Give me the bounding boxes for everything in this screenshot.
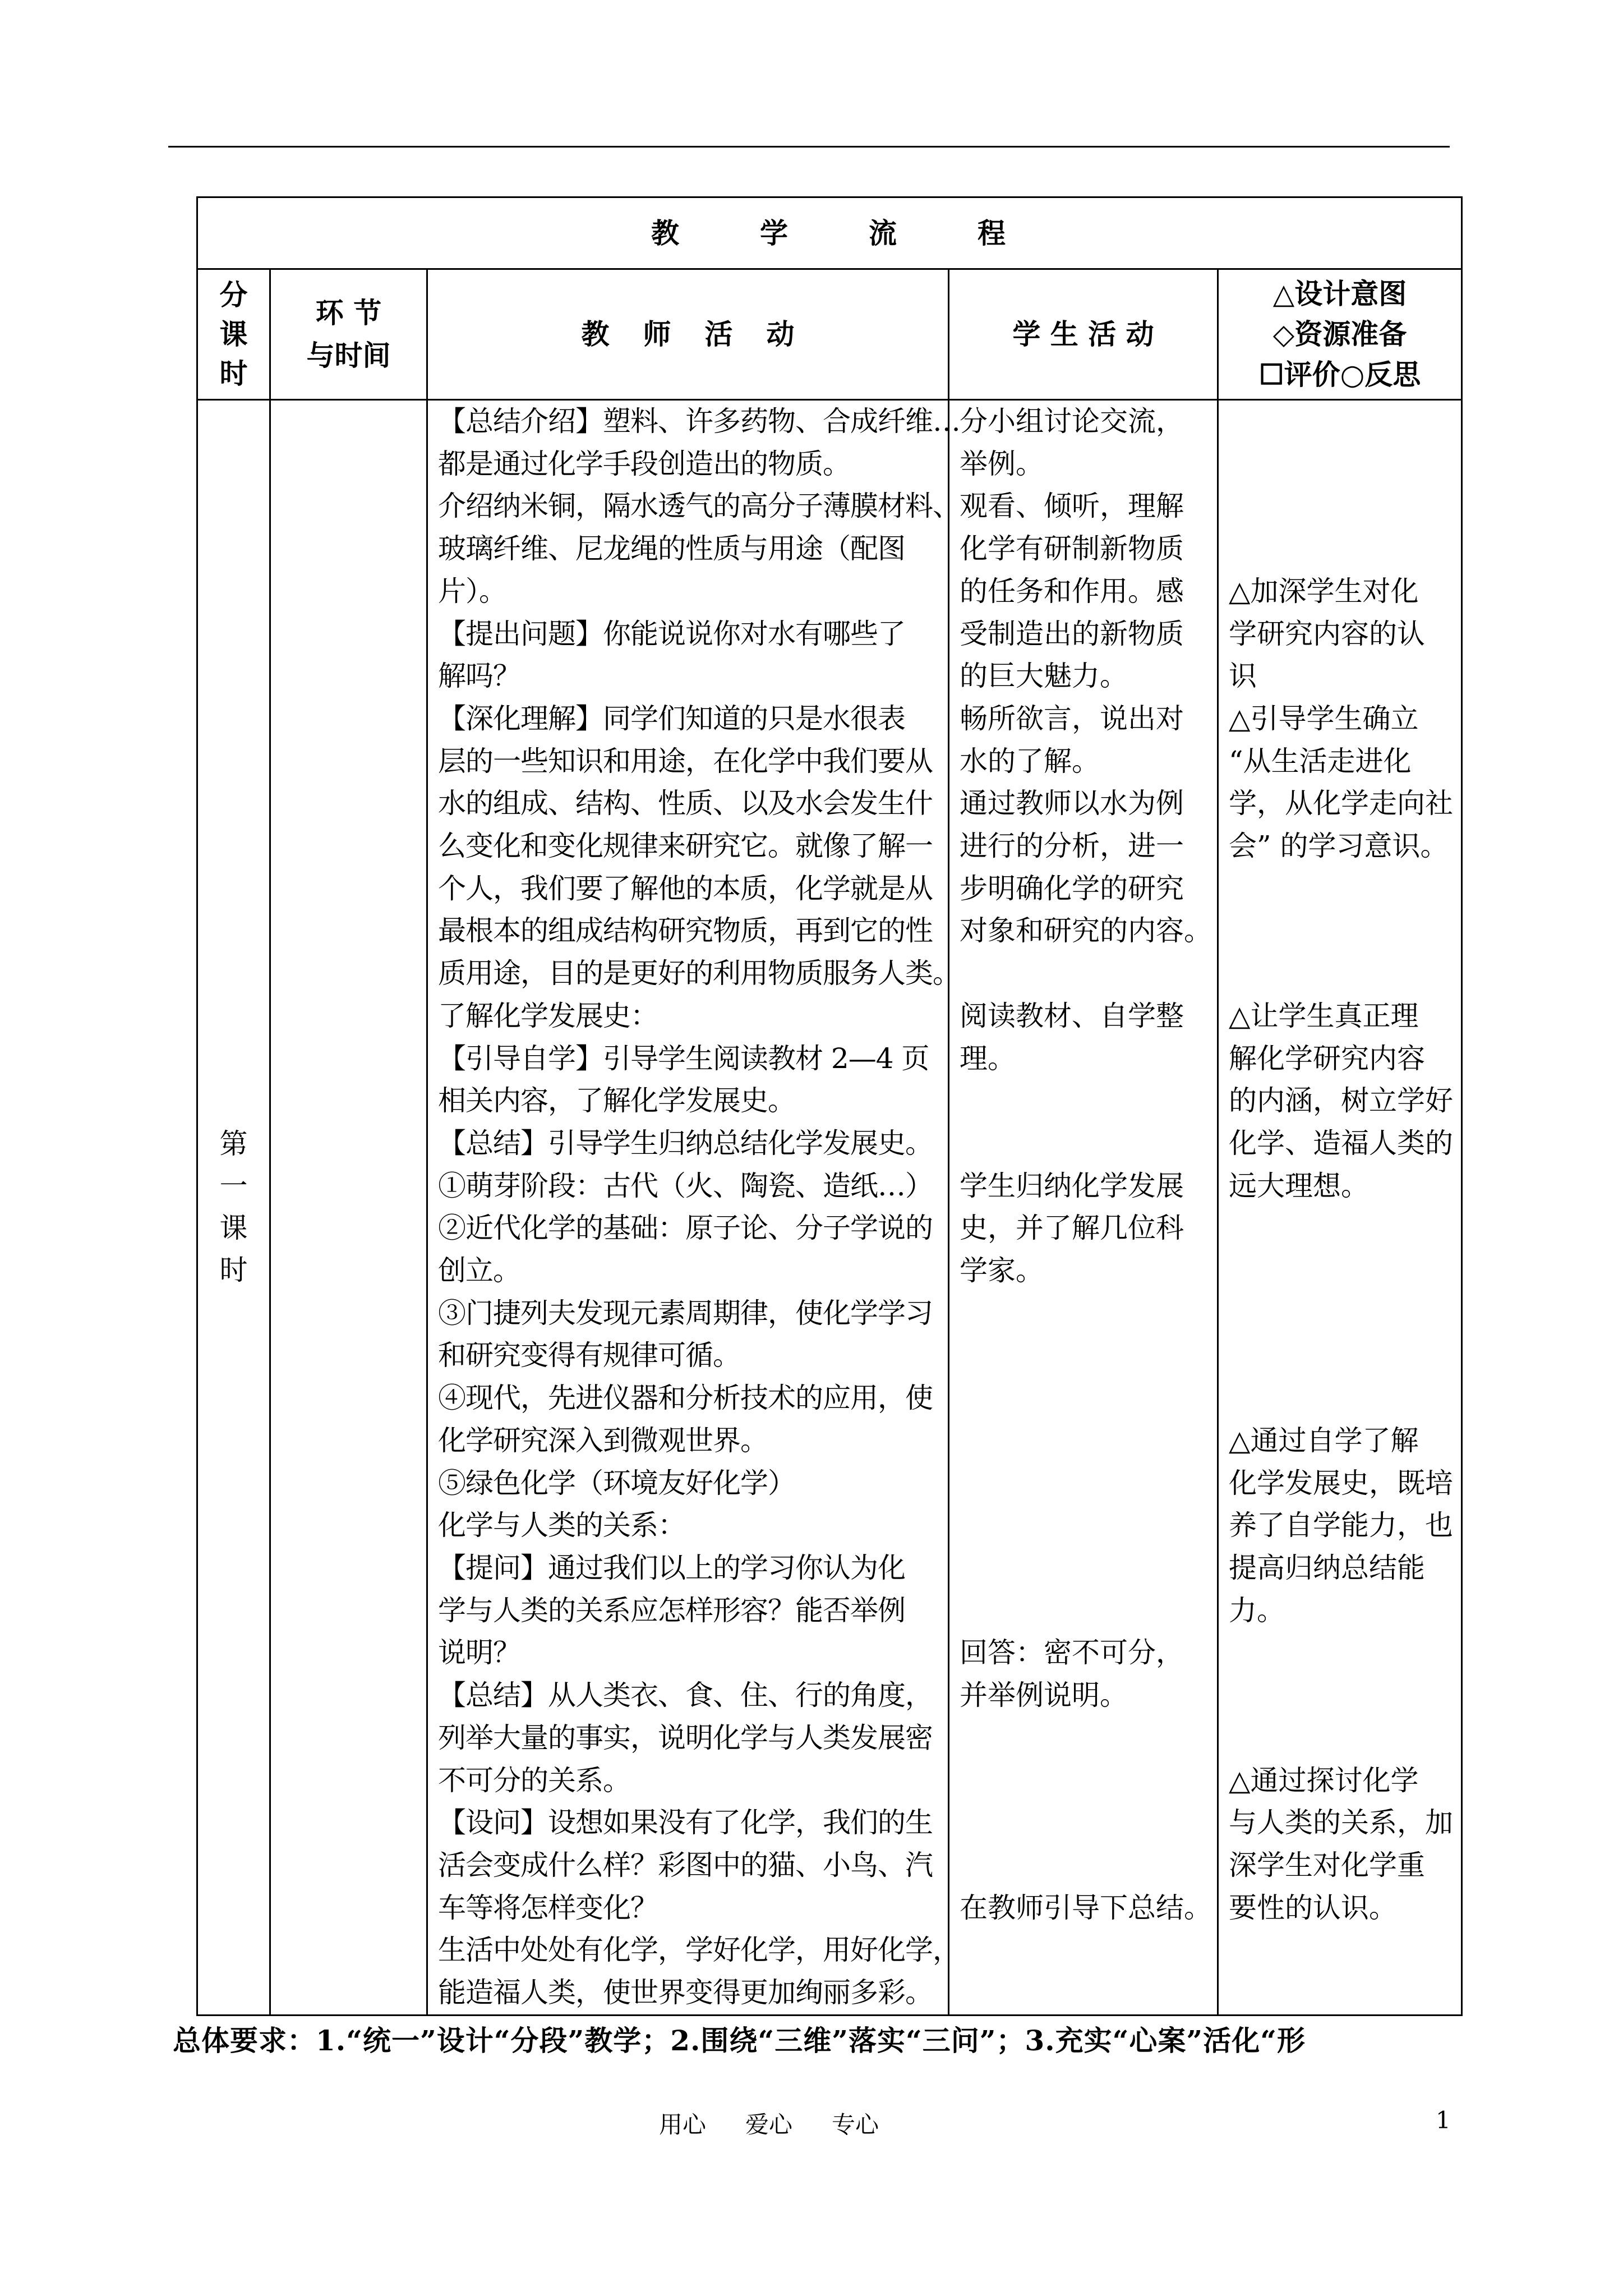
design-intent-line [1229, 953, 1461, 995]
teacher-activity-line: 【总结】从人类衣、食、住、行的角度， [438, 1679, 933, 1712]
table-title [197, 197, 1462, 269]
header-session [197, 269, 270, 400]
header-design-line: ☐评价○反思 [1258, 358, 1421, 391]
teacher-activity-line: 列举大量的事实，说明化学与人类发展密 [438, 1721, 933, 1754]
teacher-activity-line: 【设问】设想如果没有了化学，我们的生 [438, 1806, 933, 1839]
design-intent-line [1229, 1674, 1461, 1717]
teacher-activity-line: 化学研究深入到微观世界。 [438, 1424, 768, 1457]
teacher-activity-line: 层的一些知识和用途，在化学中我们要从 [438, 744, 933, 777]
design-intent-line: △加深学生对化 [1229, 574, 1419, 608]
teacher-activity-line: 玻璃纤维、尼龙绳的性质与用途（配图 [438, 532, 905, 565]
student-activity-line [960, 1760, 1217, 1802]
header-stage-line: 环 节 [315, 296, 382, 330]
design-intent-line: 养了自学能力，也 [1229, 1509, 1453, 1542]
header-student-activity: 学 生 活 动 [949, 269, 1218, 400]
teacher-activity-line: 解吗？ [438, 660, 520, 693]
teacher-activity-line: 创立。 [438, 1254, 520, 1287]
teacher-activity-line: 车等将怎样变化？ [438, 1891, 658, 1924]
student-activity-line: 受制造出的新物质 [960, 617, 1184, 650]
student-activity-line [960, 1547, 1217, 1590]
teacher-activity-line: 活会变成什么样？彩图中的猫、小鸟、汽 [438, 1848, 933, 1881]
student-activity-line: 理。 [960, 1042, 1016, 1075]
student-activity-line: 阅读教材、自学整 [960, 999, 1184, 1032]
design-intent-line [1229, 1632, 1461, 1674]
student-activity-line [960, 1462, 1217, 1505]
student-activity-line [960, 1377, 1217, 1420]
teacher-activity-line: 说明？ [438, 1636, 520, 1669]
design-intent-cell [1218, 400, 1462, 2016]
student-activity-line: 学生归纳化学发展 [960, 1169, 1184, 1202]
student-activity-line: 史，并了解几位科 [960, 1212, 1184, 1245]
design-intent-line [1229, 868, 1461, 910]
design-intent-line: 化学发展史，既培 [1229, 1466, 1453, 1499]
student-activity-line: 步明确化学的研究 [960, 872, 1184, 905]
teacher-activity-cell [427, 400, 960, 2016]
design-intent-line: 解化学研究内容 [1229, 1042, 1425, 1075]
design-intent-line: 要性的认识。 [1229, 1891, 1397, 1924]
student-activity-line: 并举例说明。 [960, 1679, 1128, 1712]
title-char: 教 [651, 216, 681, 250]
student-activity-line [960, 1590, 1217, 1632]
header-design-line: ◇资源准备 [1272, 318, 1407, 351]
design-intent-line: 的内涵，树立学好 [1229, 1084, 1453, 1117]
student-activity-line [960, 953, 1217, 995]
teacher-activity-line: 【提出问题】你能说说你对水有哪些了 [438, 617, 905, 650]
student-activity-line: 观看、倾听，理解 [960, 490, 1184, 523]
teacher-activity-line: 生活中处处有化学，学好化学，用好化学， [438, 1934, 960, 1967]
session-label-line: 时 [219, 1254, 248, 1287]
title-char: 流 [869, 216, 899, 250]
header-rule [168, 146, 1450, 148]
design-intent-line [1229, 528, 1461, 570]
teacher-activity-line: 了解化学发展史： [438, 999, 658, 1032]
student-activity-line [960, 1802, 1217, 1844]
design-intent-line: 与人类的关系，加 [1229, 1806, 1453, 1839]
design-intent-line: 学研究内容的认 [1229, 617, 1425, 650]
design-intent-line: 远大理想。 [1229, 1169, 1369, 1202]
student-activity-line: 进行的分析，进一 [960, 830, 1184, 863]
design-intent-line: 深学生对化学重 [1229, 1848, 1425, 1881]
student-activity-line [960, 1420, 1217, 1462]
header-session-line: 时 [219, 357, 248, 390]
session-label-line: 一 [219, 1170, 248, 1203]
teacher-activity-line: 都是通过化学手段创造出的物质。 [438, 447, 850, 480]
student-activity-line: 水的了解。 [960, 744, 1100, 777]
title-char: 学 [760, 216, 790, 250]
footer-slogan-item: 爱心 [745, 2111, 793, 2138]
teacher-activity-line: 不可分的关系。 [438, 1764, 630, 1797]
teacher-activity-line: 质用途，目的是更好的利用物质服务人类。 [438, 957, 960, 990]
student-activity-cell [949, 400, 1218, 2016]
student-activity-line: 的任务和作用。感 [960, 574, 1184, 608]
session-label-line: 第 [219, 1128, 248, 1161]
header-teacher-activity [427, 269, 949, 400]
design-intent-line: 化学、造福人类的 [1229, 1126, 1453, 1159]
teacher-activity-line: 和研究变得有规律可循。 [438, 1339, 740, 1372]
footer-slogan-item: 用心 [659, 2111, 707, 2138]
design-intent-line [1229, 443, 1461, 486]
design-intent-line: 提高归纳总结能 [1229, 1551, 1425, 1584]
student-activity-line: 举例。 [960, 447, 1044, 480]
teacher-activity-line: 化学与人类的关系： [438, 1509, 685, 1542]
student-activity-line [960, 1080, 1217, 1122]
design-intent-line: △通过探讨化学 [1229, 1764, 1419, 1797]
title-char: 程 [978, 216, 1008, 250]
teacher-activity-line: 最根本的组成结构研究物质，再到它的性 [438, 914, 933, 947]
student-activity-line: 化学有研制新物质 [960, 532, 1184, 565]
student-activity-line: 在教师引导下总结。 [960, 1891, 1212, 1924]
teacher-activity-line: 【总结】引导学生归纳总结化学发展史。 [438, 1126, 933, 1159]
header-teacher-char: 师 [643, 318, 671, 351]
teacher-activity-line: ⑤绿色化学（环境友好化学） [438, 1466, 795, 1499]
student-activity-line [960, 1844, 1217, 1887]
teacher-activity-line: 么变化和变化规律来研究它。就像了解一 [438, 830, 933, 863]
design-intent-line: “从生活走进化 [1229, 744, 1412, 777]
teacher-activity-line: ④现代，先进仪器和分析技术的应用，使 [438, 1382, 933, 1415]
design-intent-line: 会” 的学习意识。 [1229, 830, 1449, 863]
design-intent-line [1229, 910, 1461, 953]
design-intent-line [1229, 1207, 1461, 1250]
teacher-activity-line: 【提问】通过我们以上的学习你认为化 [438, 1551, 905, 1584]
design-intent-line: 识 [1229, 660, 1257, 693]
header-session-line: 分 [219, 278, 248, 311]
student-activity-line: 分小组讨论交流， [960, 405, 1184, 438]
student-activity-line [960, 1292, 1217, 1335]
page-number: 1 [1436, 2106, 1451, 2134]
footer-slogan-item: 专心 [832, 2111, 879, 2138]
design-intent-line: 力。 [1229, 1594, 1285, 1627]
header-stage-line: 与时间 [306, 339, 391, 372]
student-activity-line: 回答：密不可分， [960, 1636, 1184, 1669]
student-activity-line [960, 1717, 1217, 1760]
teacher-activity-line: 介绍纳米铜，隔水透气的高分子薄膜材料、 [438, 490, 960, 523]
header-session-line: 课 [219, 318, 248, 351]
session-label-line: 课 [219, 1212, 248, 1245]
teacher-activity-line: 【引导自学】引导学生阅读教材 2—4 页 [438, 1042, 929, 1075]
design-intent-line: △引导学生确立 [1229, 702, 1419, 735]
stage-cell [270, 400, 427, 2016]
student-activity-line: 畅所欲言，说出对 [960, 702, 1184, 735]
header-stage [270, 269, 427, 400]
student-activity-line: 的巨大魅力。 [960, 660, 1128, 693]
teacher-activity-line: 能造福人类，使世界变得更加绚丽多彩。 [438, 1976, 933, 2009]
design-intent-line [1229, 1250, 1461, 1292]
design-intent-line [1229, 485, 1461, 528]
teacher-activity-line: 个人，我们要了解他的本质，化学就是从 [438, 872, 933, 905]
teacher-activity-line: 相关内容，了解化学发展史。 [438, 1084, 795, 1117]
header-teacher-char: 动 [766, 318, 795, 351]
header-teacher-char: 活 [704, 318, 733, 351]
design-intent-line [1229, 1292, 1461, 1335]
student-activity-line: 通过教师以水为例 [960, 787, 1184, 820]
design-intent-line [1229, 401, 1461, 443]
teacher-activity-line: 【总结介绍】塑料、许多药物、合成纤维… [438, 405, 960, 438]
student-activity-line [960, 1122, 1217, 1165]
teaching-flow-table [196, 196, 1463, 2016]
teacher-activity-line: ③门捷列夫发现元素周期律，使化学学习 [438, 1296, 933, 1329]
teacher-activity-line: 【深化理解】同学们知道的只是水很表 [438, 702, 905, 735]
teacher-activity-line: 学与人类的关系应怎样形容？能否举例 [438, 1594, 905, 1627]
header-design [1218, 269, 1462, 400]
header-design-line: △设计意图 [1272, 277, 1407, 310]
student-activity-line: 学家。 [960, 1254, 1044, 1287]
overall-requirements: 总体要求：1.“统一”设计“分段”教学；2.围绕“三维”落实“三问”；3.充实“心案”活化“形 [173, 2024, 1306, 2057]
footer-slogan [659, 2106, 918, 2140]
teacher-activity-line: 片）。 [438, 574, 506, 608]
student-activity-line [960, 1504, 1217, 1547]
design-intent-line [1229, 1717, 1461, 1760]
teacher-activity-line: ②近代化学的基础：原子论、分子学说的 [438, 1212, 933, 1245]
session-label [197, 400, 270, 2016]
teacher-activity-line: ①萌芽阶段：古代（火、陶瓷、造纸…） [438, 1169, 933, 1202]
student-activity-line [960, 1335, 1217, 1377]
design-intent-line: △通过自学了解 [1229, 1424, 1419, 1457]
design-intent-line [1229, 1377, 1461, 1420]
design-intent-line [1229, 1335, 1461, 1377]
design-intent-line: 学，从化学走向社 [1229, 787, 1453, 820]
teacher-activity-line: 水的组成、结构、性质、以及水会发生什 [438, 787, 933, 820]
design-intent-line: △让学生真正理 [1229, 999, 1419, 1032]
header-teacher-char: 教 [581, 318, 610, 351]
student-activity-line: 对象和研究的内容。 [960, 914, 1212, 947]
